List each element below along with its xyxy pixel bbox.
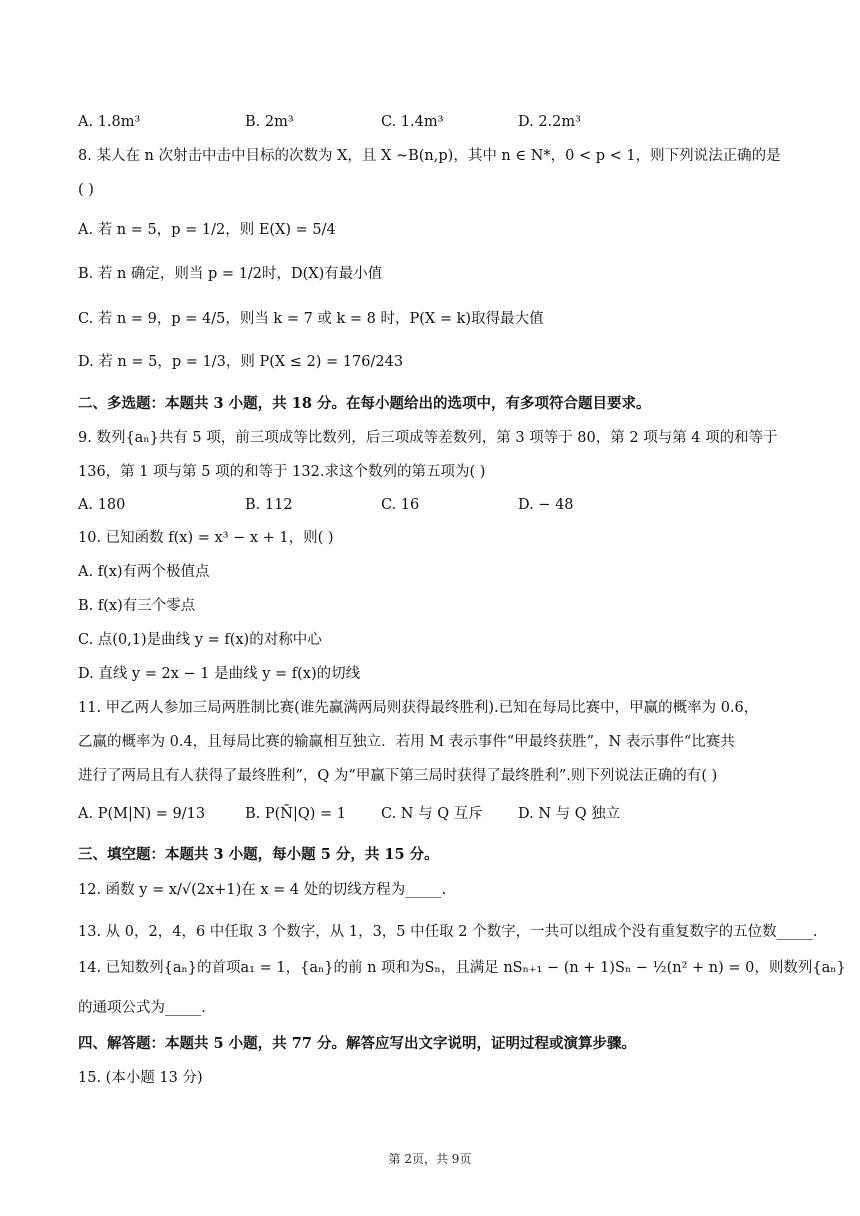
q9-option-d: D. − 48 xyxy=(518,497,574,513)
q8-stem-line1: 8. 某人在 n 次射击中击中目标的次数为 X，且 X ~B(n,p)，其中 n ∈ N*，0 < p < 1，则下列说法正确的是 xyxy=(78,148,781,164)
q10-stem: 10. 已知函数 f(x) = x³ − x + 1，则( ) xyxy=(78,530,334,546)
q12: 12. 函数 y = x/√(2x+1)在 x = 4 处的切线方程为_____. xyxy=(78,882,447,898)
q10-option-b: B. f(x)有三个零点 xyxy=(78,598,196,614)
q11-option-d: D. N 与 Q 独立 xyxy=(518,806,621,822)
q10-option-c: C. 点(0,1)是曲线 y = f(x)的对称中心 xyxy=(78,632,322,648)
q13: 13. 从 0，2，4，6 中任取 3 个数字，从 1，3，5 中任取 2 个数字，一共可以组成个没有重复数字的五位数_____. xyxy=(78,924,818,940)
q14-line2: 的通项公式为_____. xyxy=(78,1000,206,1016)
section-2-heading: 二、多选题：本题共 3 小题，共 18 分。在每小题给出的选项中，有多项符合题目要求。 xyxy=(78,395,651,412)
q8-option-c: C. 若 n = 9，p = 4/5，则当 k = 7 或 k = 8 时，P(X = k)取得最大值 xyxy=(78,311,544,327)
q11-stem-line3: 进行了两局且有人获得了最终胜利”，Q 为“甲赢下第三局时获得了最终胜利”.则下列说法正确的有( ) xyxy=(78,768,718,784)
q7-option-a: A. 1.8m³ xyxy=(78,114,141,130)
q8-option-d: D. 若 n = 5，p = 1/3，则 P(X ≤ 2) = 176/243 xyxy=(78,354,404,370)
q11-option-b: B. P(N̄|Q) = 1 xyxy=(245,806,346,822)
q9-option-a: A. 180 xyxy=(78,497,126,513)
q8-stem-line2: ( ) xyxy=(78,182,94,198)
q9-option-c: C. 16 xyxy=(381,497,420,513)
q9-stem-line1: 9. 数列{aₙ}共有 5 项，前三项成等比数列，后三项成等差数列，第 3 项等于 80，第 2 项与第 4 项的和等于 xyxy=(78,430,778,446)
q9-option-b: B. 112 xyxy=(245,497,293,513)
section-4-heading: 四、解答题：本题共 5 小题，共 77 分。解答应写出文字说明，证明过程或演算步骤。 xyxy=(78,1035,636,1052)
q11-option-c: C. N 与 Q 互斥 xyxy=(381,806,483,822)
q8-option-b: B. 若 n 确定，则当 p = 1/2时，D(X)有最小值 xyxy=(78,266,383,282)
q7-option-d: D. 2.2m³ xyxy=(518,114,581,130)
q14-line1: 14. 已知数列{aₙ}的首项a₁ = 1，{aₙ}的前 n 项和为Sₙ，且满足 nSₙ₊₁ − (n + 1)Sₙ − ½(n² + n) = 0，则数列{aₙ} xyxy=(78,960,846,976)
q10-option-a: A. f(x)有两个极值点 xyxy=(78,564,210,580)
q15: 15. (本小题 13 分) xyxy=(78,1070,203,1086)
q11-stem-line2: 乙赢的概率为 0.4，且每局比赛的输赢相互独立．若用 M 表示事件“甲最终获胜”，N 表示事件“比赛共 xyxy=(78,734,735,750)
q11-option-a: A. P(M|N) = 9/13 xyxy=(78,806,206,822)
page-footer: 第 2页，共 9页 xyxy=(388,1152,472,1166)
q9-stem-line2: 136，第 1 项与第 5 项的和等于 132.求这个数列的第五项为( ) xyxy=(78,464,486,480)
q10-option-d: D. 直线 y = 2x − 1 是曲线 y = f(x)的切线 xyxy=(78,666,361,682)
section-3-heading: 三、填空题：本题共 3 小题，每小题 5 分，共 15 分。 xyxy=(78,846,439,863)
q11-stem-line1: 11. 甲乙两人参加三局两胜制比赛(谁先赢满两局则获得最终胜利).已知在每局比赛中，甲赢的概率为 0.6， xyxy=(78,700,759,716)
q7-option-b: B. 2m³ xyxy=(245,114,294,130)
q8-option-a: A. 若 n = 5，p = 1/2，则 E(X) = 5/4 xyxy=(78,222,336,238)
q7-option-c: C. 1.4m³ xyxy=(381,114,444,130)
